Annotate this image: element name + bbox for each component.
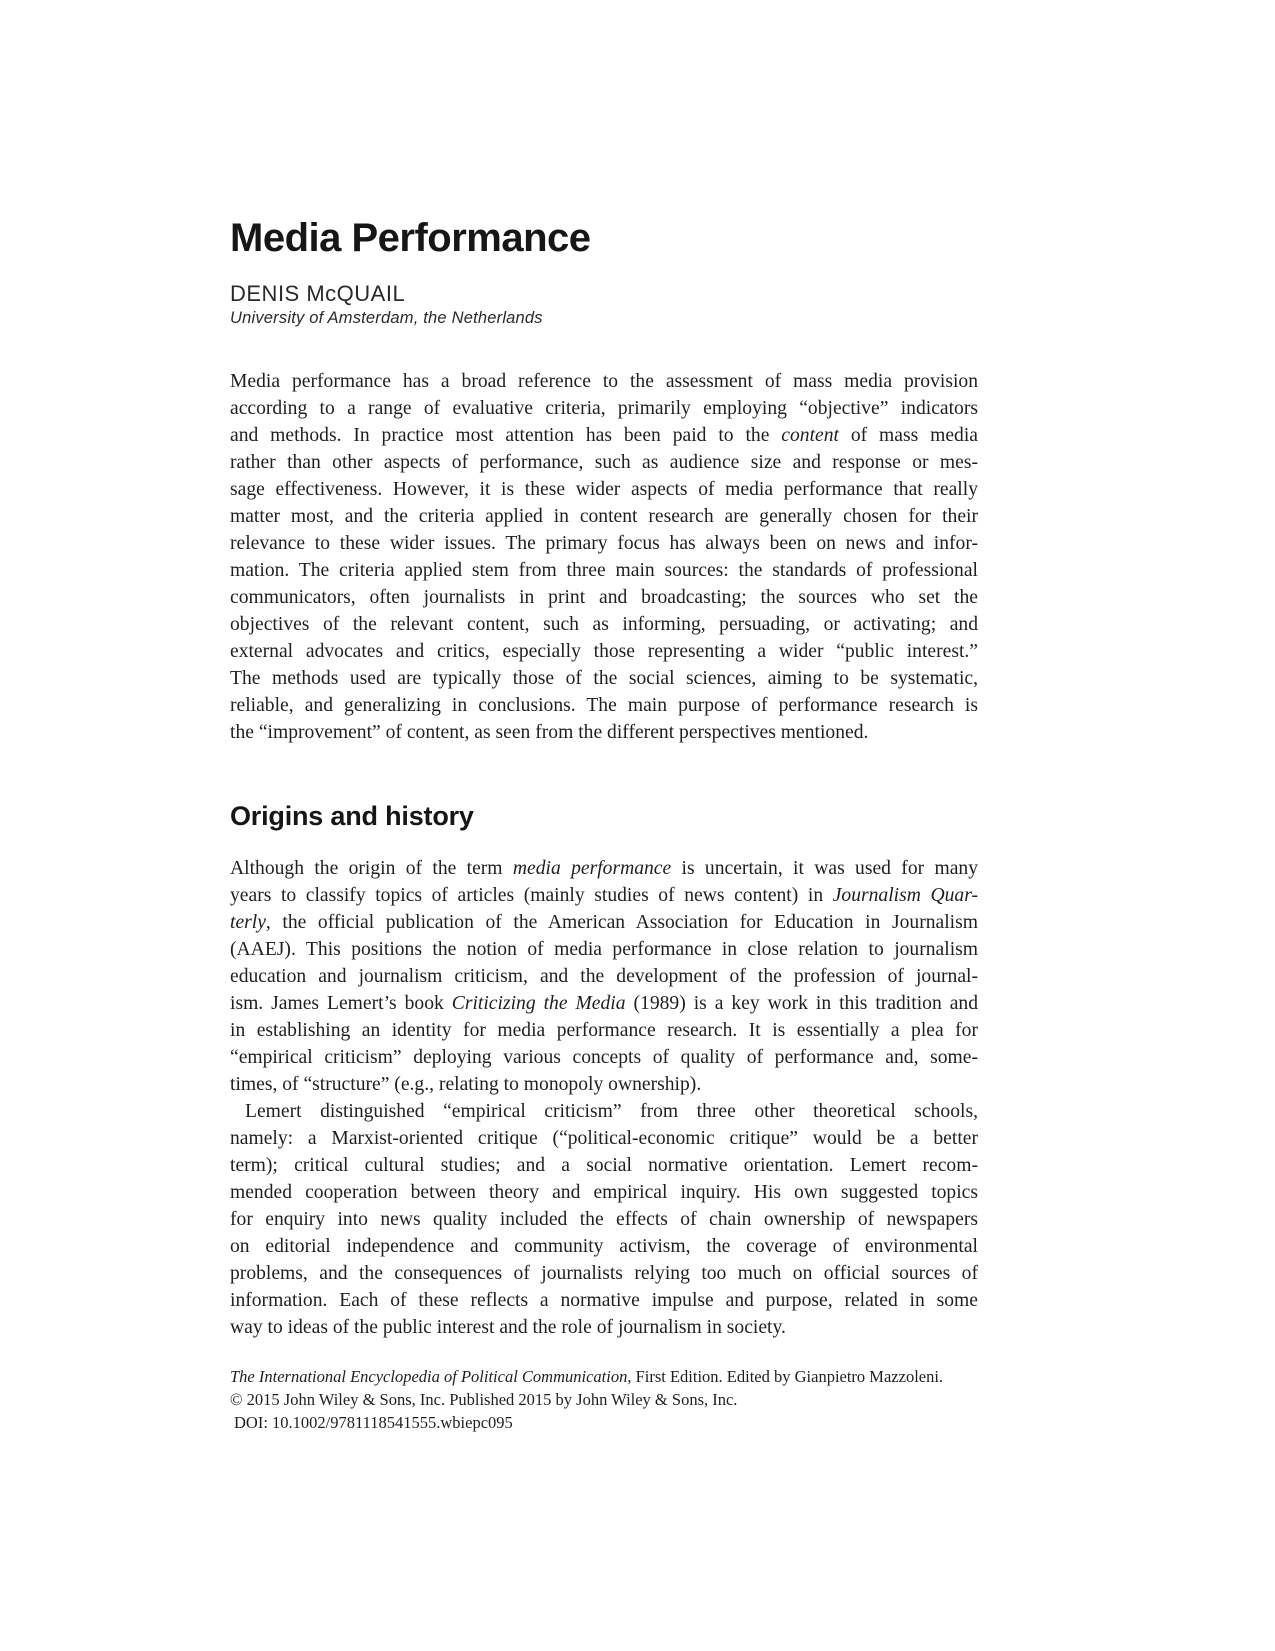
text-line: Lemert distinguished “empirical criticism” from three other theoretical schools, bbox=[245, 1101, 978, 1122]
origins-paragraph-1 bbox=[230, 855, 978, 1098]
text-line: education and journalism criticism, and the development of the profession of journal- bbox=[230, 966, 978, 987]
text-line: external advocates and critics, especially those representing a wider “public interest.” bbox=[230, 641, 978, 662]
text-line: “empirical criticism” deploying various concepts of quality of performance and, some- bbox=[230, 1047, 978, 1068]
text-line: (AAEJ). This positions the notion of media performance in close relation to journalism bbox=[230, 939, 978, 960]
text-line: years to classify topics of articles (mainly studies of news content) in Journalism Quar- bbox=[230, 885, 978, 906]
text-line: in establishing an identity for media performance research. It is essentially a plea for bbox=[230, 1020, 978, 1041]
text-line: way to ideas of the public interest and the role of journalism in society. bbox=[230, 1317, 786, 1338]
intro-paragraph bbox=[230, 368, 978, 746]
text-line: according to a range of evaluative criteria, primarily employing “objective” indicators bbox=[230, 398, 978, 419]
origins-paragraph-2 bbox=[230, 1098, 978, 1341]
text-line: namely: a Marxist-oriented critique (“political-economic critique” would be a better bbox=[230, 1128, 978, 1149]
text-line: problems, and the consequences of journalists relying too much on official sources of bbox=[230, 1263, 978, 1284]
text-line: The methods used are typically those of the social sciences, aiming to be systematic, bbox=[230, 668, 978, 689]
author-name: DENIS McQUAIL bbox=[230, 281, 406, 306]
text-line: ism. James Lemert’s book Criticizing the Media (1989) is a key work in this tradition and bbox=[230, 993, 978, 1014]
text-line: times, of “structure” (e.g., relating to monopoly ownership). bbox=[230, 1074, 702, 1095]
text-line: Media performance has a broad reference to the assessment of mass media provision bbox=[230, 371, 978, 392]
text-line: for enquiry into news quality included the effects of chain ownership of newspapers bbox=[230, 1209, 978, 1230]
text-line: communicators, often journalists in print and broadcasting; the sources who set the bbox=[230, 587, 978, 608]
text-line: sage effectiveness. However, it is these wider aspects of media performance that really bbox=[230, 479, 978, 500]
text-line: terly, the official publication of the American Association for Education in Journalism bbox=[230, 912, 978, 933]
text-line: © 2015 John Wiley & Sons, Inc. Published 2015 by John Wiley & Sons, Inc. bbox=[230, 1390, 738, 1410]
text-line: information. Each of these reflects a normative impulse and purpose, related in some bbox=[230, 1290, 978, 1311]
text-line: The International Encyclopedia of Political Communication, First Edition. Edited by Gianpietro Mazzoleni. bbox=[230, 1367, 944, 1386]
credit-footnote bbox=[230, 1365, 978, 1435]
text-line: rather than other aspects of performance, such as audience size and response or mes- bbox=[230, 452, 978, 473]
text-line: matter most, and the criteria applied in content research are generally chosen for their bbox=[230, 506, 978, 527]
text-line: on editorial independence and community activism, the coverage of environmental bbox=[230, 1236, 978, 1257]
page-title: Media Performance bbox=[230, 216, 591, 260]
text-line: and methods. In practice most attention has been paid to the content of mass media bbox=[230, 425, 978, 446]
text-line: Although the origin of the term media performance is uncertain, it was used for many bbox=[230, 858, 978, 879]
text-line: mended cooperation between theory and empirical inquiry. His own suggested topics bbox=[230, 1182, 978, 1203]
text-line: objectives of the relevant content, such as informing, persuading, or activating; and bbox=[230, 614, 978, 635]
text-line: term); critical cultural studies; and a social normative orientation. Lemert recom- bbox=[230, 1155, 978, 1176]
section-heading-origins-and-history: Origins and history bbox=[230, 801, 474, 831]
text-line: the “improvement” of content, as seen from the different perspectives mentioned. bbox=[230, 722, 869, 743]
text-line: DOI: 10.1002/9781118541555.wbiepc095 bbox=[234, 1413, 513, 1433]
text-line: mation. The criteria applied stem from three main sources: the standards of professional bbox=[230, 560, 978, 581]
text-line: relevance to these wider issues. The primary focus has always been on news and infor- bbox=[230, 533, 978, 554]
text-line: reliable, and generalizing in conclusions. The main purpose of performance research is bbox=[230, 695, 978, 716]
author-affiliation: University of Amsterdam, the Netherlands bbox=[230, 309, 543, 327]
